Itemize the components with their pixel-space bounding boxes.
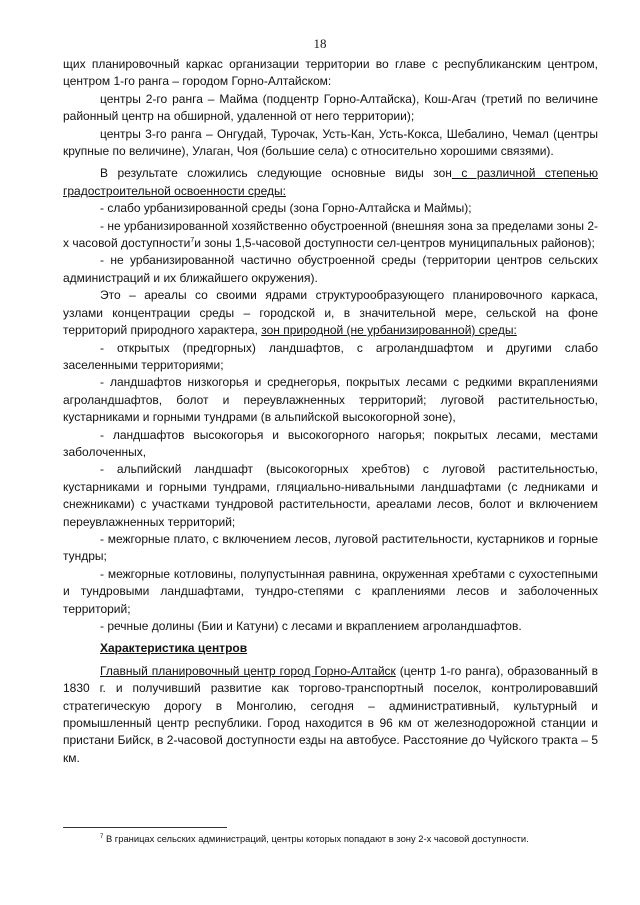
main-center-text: (центр 1-го ранга), образованный в 1830 г. и получивший развитие как торгово-транспортный поселок, контролировавший стратегическую дорогу в Монголию, сегодня – административный, культурный и промышленный центр республики. Город находится в 96 км от железнодорожной станции и пристани Бийск, в 2-часовой доступности езды на автобусе. Расстояние до Чуйского тракта – 5 км.: [63, 663, 598, 765]
landscape-item: - речные долины (Бии и Катуни) с лесами и вкраплением агроландшафтов.: [100, 619, 522, 633]
zones-intro-underlined: с различной степенью градостроительной освоенности среды:: [63, 166, 598, 198]
zone-item-text: - не урбанизированной хозяйственно обустроенной (внешняя зона за пределами зоны 2-х часовой доступности: [63, 218, 598, 251]
page-body: [63, 56, 598, 767]
zone-item: - слабо урбанизированной среды (зона Горно-Алтайска и Маймы);: [100, 201, 472, 216]
page-number: 18: [313, 36, 327, 51]
areals-paragraph: [63, 287, 598, 339]
intro-paragraph: щих планировочный каркас организации территории во главе с республиканским центром, центром 1-го ранга – городом Горно-Алтайском:: [63, 57, 598, 89]
landscape-item: - альпийский ландшафт (высокогорных хребтов) с луговой растительностью, кустарниками и горными тундрами, гляциально-нивальными ландшафтами (с ледниками и снежниками) с участками тундровой растительности, ареалами лесов, болот и включением переувлажненных территорий;: [63, 462, 598, 529]
second-rank-centers: центры 2-го ранга – Майма (подцентр Горно-Алтайска), Кош-Агач (третий по величине районный центр на обширной, удаленной от него территории);: [63, 91, 598, 124]
footnote-divider: [63, 827, 227, 828]
section-heading: Характеристика центров: [100, 641, 248, 656]
zone-item: - не урбанизированной частично обустроенной среды (территории центров сельских администраций и их ближайшего окружения).: [63, 253, 598, 285]
zones-intro: В результате сложились следующие основные виды зон: [100, 166, 452, 181]
main-center-title: Главный планировочный центр город Горно-Алтайск: [100, 663, 396, 678]
footnote-reference[interactable]: 7: [190, 237, 195, 245]
zone-item-text: и зоны 1,5-часовой доступности сел-центров муниципальных районов);: [194, 236, 595, 251]
areals-text-underlined: зон природной (не урбанизированной) среды:: [261, 323, 517, 338]
zones-paragraph: [63, 165, 598, 200]
third-rank-centers: центры 3-го ранга – Онгудай, Турочак, Усть-Кан, Усть-Кокса, Шебалино, Чемал (центры крупные по величине), Улаган, Чоя (большие села) с относительно хорошими связями).: [63, 126, 598, 159]
main-center-paragraph: [63, 663, 598, 767]
footnote: [63, 833, 598, 845]
zone-item: [63, 218, 598, 253]
footnote-text: В границах сельских администраций, центры которых попадают в зону 2-х часовой доступности.: [103, 833, 529, 844]
areals-text: Это – ареалы со своими ядрами структурообразующего планировочного каркаса, узлами концентрации среды – городской и, в значительной мере, сельской на фоне территорий природного характера,: [63, 288, 598, 338]
landscape-item: - открытых (предгорных) ландшафтов, с агроландшафтом и другими слабо заселенными территориями;: [63, 340, 598, 372]
landscape-item: - межгорные котловины, полупустынная равнина, окруженная хребтами с сухостепными и тундровыми ландшафтами, тундро-степями с краплениями лесов и заболоченных территорий;: [63, 566, 598, 616]
landscape-item: - ландшафтов низкогорья и среднегорья, покрытых лесами с редкими вкраплениями агроландшафтов, болот и переувлажненных территорий; луговой растительностью, кустарниками и горными тундрами (в альпийской высокогорной зоне),: [63, 375, 598, 425]
landscape-item: - межгорные плато, с включением лесов, луговой растительности, кустарников и горные тундры;: [63, 531, 598, 564]
landscape-item: - ландшафтов высокогорья и высокогорного нагорья; покрытых лесами, местами заболоченных,: [63, 427, 598, 459]
footnote-marker: 7: [100, 833, 104, 840]
